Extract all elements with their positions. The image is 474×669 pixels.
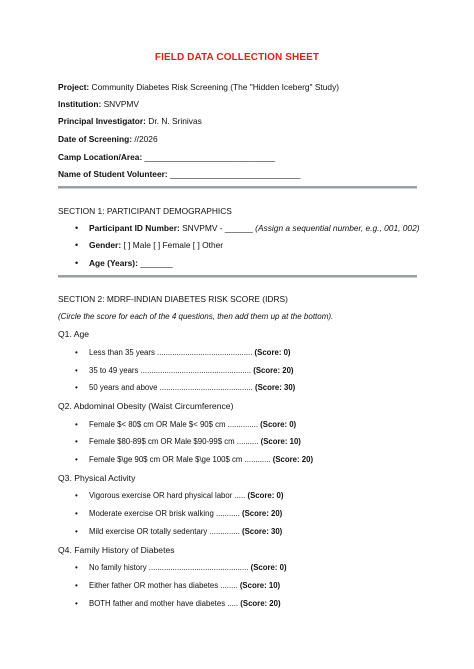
- option-text: 35 to 49 years ...................................................: [89, 366, 252, 375]
- option-text: 50 years and above ...........................................: [89, 383, 253, 392]
- option-score: (Score: 0): [254, 348, 291, 357]
- bullet-icon: •: [75, 383, 78, 392]
- bullet-icon: •: [75, 563, 78, 572]
- score-option: [75, 509, 282, 518]
- divider: [58, 186, 417, 189]
- camp-label: Camp Location/Area:: [58, 152, 143, 162]
- bullet-icon: •: [75, 420, 78, 429]
- score-option: [75, 437, 301, 446]
- page-title: FIELD DATA COLLECTION SHEET: [154, 52, 320, 63]
- section-2-instruction: (Circle the score for each of the 4 questions, then add them up at the bottom).: [58, 312, 334, 321]
- bullet-icon: •: [75, 258, 79, 268]
- participant-id-label: Participant ID Number:: [89, 223, 180, 233]
- score-option: [75, 527, 282, 536]
- score-option: [75, 420, 296, 429]
- volunteer-line: [58, 169, 300, 179]
- institution-value: SNVPMV: [101, 99, 139, 109]
- gender-value: [ ] Male [ ] Female [ ] Other: [121, 240, 224, 250]
- option-score: (Score: 0): [250, 563, 287, 572]
- camp-line: [58, 152, 275, 162]
- section-2-heading: SECTION 2: MDRF-INDIAN DIABETES RISK SCORE (IDRS): [58, 294, 288, 304]
- project-value: Community Diabetes Risk Screening (The "Hidden Iceberg" Study): [89, 82, 340, 92]
- camp-value: ____________________________: [142, 152, 275, 162]
- section-1-heading: SECTION 1: PARTICIPANT DEMOGRAPHICS: [58, 206, 232, 216]
- question-title: Q2. Abdominal Obesity (Waist Circumference): [58, 401, 234, 411]
- project-line: [58, 82, 339, 92]
- bullet-icon: •: [75, 509, 78, 518]
- pi-value: Dr. N. Srinivas: [145, 116, 202, 126]
- score-option: [75, 599, 281, 608]
- question-title: Q3. Physical Activity: [58, 473, 136, 483]
- option-score: (Score: 10): [239, 581, 281, 590]
- date-value: //2026: [132, 134, 158, 144]
- option-text: No family history ..............................................: [89, 563, 249, 572]
- project-label: Project:: [58, 82, 90, 92]
- date-line: [58, 134, 158, 144]
- option-score: (Score: 20): [240, 599, 281, 608]
- bullet-icon: •: [75, 348, 78, 357]
- score-option: [75, 581, 280, 590]
- bullet-icon: •: [75, 581, 78, 590]
- bullet-icon: •: [75, 240, 79, 250]
- gender-item: [75, 240, 223, 250]
- bullet-icon: •: [75, 437, 78, 446]
- institution-line: [58, 99, 139, 109]
- option-score: (Score: 0): [247, 491, 284, 500]
- score-option: [75, 383, 295, 392]
- option-score: (Score: 20): [241, 509, 283, 518]
- option-score: (Score: 20): [253, 366, 294, 375]
- score-option: [75, 491, 283, 500]
- option-text: Mild exercise OR totally sedentary ..............: [89, 527, 240, 536]
- volunteer-label: Name of Student Volunteer:: [58, 169, 168, 179]
- option-text: Less than 35 years ............................................: [89, 348, 253, 357]
- question-title: Q1. Age: [58, 329, 90, 339]
- institution-label: Institution:: [58, 99, 102, 109]
- divider: [58, 275, 417, 278]
- participant-id-item: [75, 223, 420, 233]
- option-score: (Score: 20): [272, 455, 314, 464]
- volunteer-value: ____________________________: [167, 169, 301, 179]
- option-text: Female $\ge 90$ cm OR Male $\ge 100$ cm ............: [89, 455, 271, 464]
- bullet-icon: •: [75, 599, 78, 608]
- option-score: (Score: 0): [260, 420, 297, 429]
- option-text: Moderate exercise OR brisk walking ...........: [89, 509, 240, 518]
- option-score: (Score: 10): [260, 437, 301, 446]
- option-score: (Score: 30): [241, 527, 283, 536]
- gender-label: Gender:: [89, 240, 122, 250]
- pi-label: Principal Investigator:: [58, 116, 146, 126]
- option-text: Female $80-89$ cm OR Male $90-99$ cm ..........: [89, 437, 259, 446]
- option-score: (Score: 30): [254, 383, 296, 392]
- score-option: [75, 455, 313, 464]
- score-option: [75, 563, 287, 572]
- bullet-icon: •: [75, 455, 78, 464]
- age-label: Age (Years):: [89, 258, 138, 268]
- score-option: [75, 366, 294, 375]
- participant-id-value: SNVPMV - ______: [179, 223, 256, 233]
- question-title: Q4. Family History of Diabetes: [58, 545, 175, 555]
- bullet-icon: •: [75, 527, 78, 536]
- participant-id-note: (Assign a sequential number, e.g., 001, 002): [255, 223, 420, 233]
- pi-line: [58, 116, 202, 126]
- option-text: BOTH father and mother have diabetes .....: [89, 599, 239, 608]
- score-option: [75, 348, 291, 357]
- date-label: Date of Screening:: [58, 134, 132, 144]
- option-text: Female $< 80$ cm OR Male $< 90$ cm ..............: [89, 420, 258, 429]
- option-text: Either father OR mother has diabetes ........: [89, 581, 238, 590]
- age-item: [75, 258, 173, 268]
- option-text: Vigorous exercise OR hard physical labor .....: [89, 491, 246, 500]
- bullet-icon: •: [75, 223, 79, 233]
- bullet-icon: •: [75, 491, 78, 500]
- age-value: _______: [137, 258, 173, 268]
- bullet-icon: •: [75, 366, 78, 375]
